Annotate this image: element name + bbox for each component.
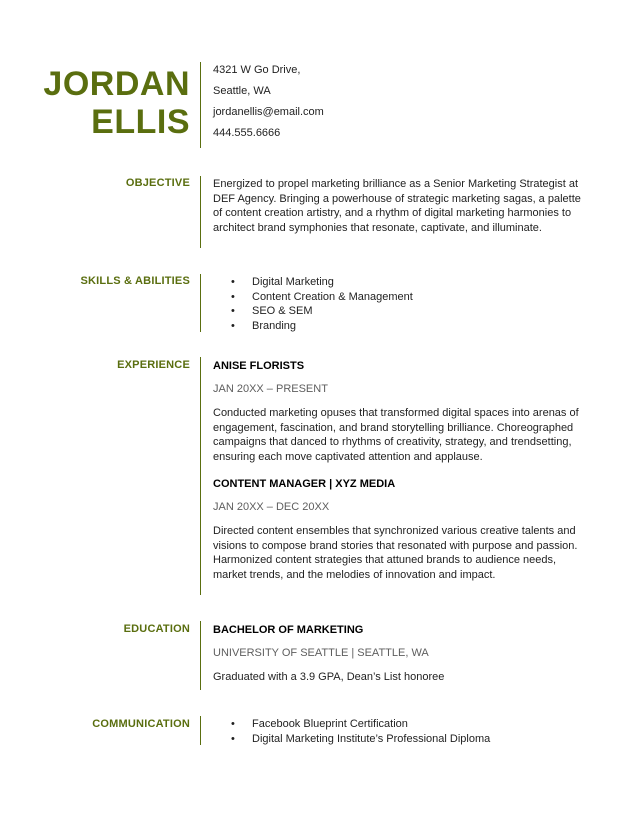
job-title: CONTENT MANAGER | XYZ MEDIA [213,478,396,490]
communication-section [0,716,637,748]
bullet-icon: • [231,276,235,288]
address-line2: Seattle, WA [213,85,271,97]
job-entry [213,359,583,464]
education-label: EDUCATION [123,623,190,635]
communication-divider [200,716,201,745]
bullet-icon: • [231,718,235,730]
degree: BACHELOR OF MARKETING [213,624,364,636]
header-divider [200,62,201,148]
skill-text: Branding [252,319,297,332]
phone: 444.555.6666 [213,127,281,139]
communication-text: Facebook Blueprint Certification [252,718,408,730]
skill-item [231,319,583,334]
skill-item [231,275,583,290]
bullet-icon: • [231,319,235,332]
skill-item [231,290,583,305]
skills-list [213,275,583,333]
education-section [0,621,637,693]
skills-divider [200,274,201,332]
experience-divider [200,357,201,595]
address-line1: 4321 W Go Drive, [213,64,301,76]
header-section [0,62,637,152]
job-description: Conducted marketing opuses that transformed digital spaces into arenas of engagement, fascination, and brand storytelling brilliance. Choreographed campaigns that danced to rhythms of creativity, strategy, and trendsetting, ensuring each move captivated attention and applause. [213,407,579,463]
job-dates: JAN 20XX – PRESENT [213,382,328,395]
experience-section [0,357,637,597]
name-last: ELLIS [91,103,190,141]
education-content [213,623,583,685]
job-entry [213,477,583,582]
education-divider [200,621,201,690]
communication-label: COMMUNICATION [92,718,190,730]
bullet-icon: • [231,290,235,303]
job-title: ANISE FLORISTS [213,360,305,372]
skill-text: SEO & SEM [252,305,313,317]
education-note: Graduated with a 3.9 GPA, Dean’s List honoree [213,671,445,683]
experience-label: EXPERIENCE [117,359,190,371]
objective-section [0,176,637,251]
skills-section [0,274,637,334]
bullet-icon: • [231,305,235,317]
skills-label: SKILLS & ABILITIES [80,275,190,287]
skill-text: Digital Marketing [252,276,334,288]
objective-divider [200,176,201,248]
school: UNIVERSITY OF SEATTLE | SEATTLE, WA [213,646,429,659]
job-description: Harmonized content strategies that attuned brands to audience needs, market trends, and the melodies of innovation and impact. [213,554,557,581]
objective-text: Energized to propel marketing brilliance as a Senior Marketing Strategist at DEF Agency. Bringing a powerhouse of strategic marketing sagas, a palette of content creation artistry, and a rhythm of digital marketing harmonies to architect brand symphonies that resonate, captivate, and illuminate. [213,178,581,234]
name-first: JORDAN [43,65,190,103]
skill-text: Content Creation & Management [252,290,413,303]
contact-block [213,60,583,144]
bullet-icon: • [231,732,235,745]
communication-text: Digital Marketing Institute’s Professional Diploma [252,732,491,745]
job-dates: JAN 20XX – DEC 20XX [213,500,330,513]
skills-list-wrap [213,275,583,333]
experience-content [213,359,583,582]
email: jordanellis@email.com [213,106,324,118]
job-description: Directed content ensembles that synchronized various creative talents and visions to compose brand stories that resonated with purpose and passion. [213,525,578,552]
communication-list [213,717,583,746]
skill-item [231,304,583,319]
communication-item [231,732,583,747]
communication-item [231,717,583,732]
communication-list-wrap [213,717,583,746]
objective-label: OBJECTIVE [125,177,190,189]
